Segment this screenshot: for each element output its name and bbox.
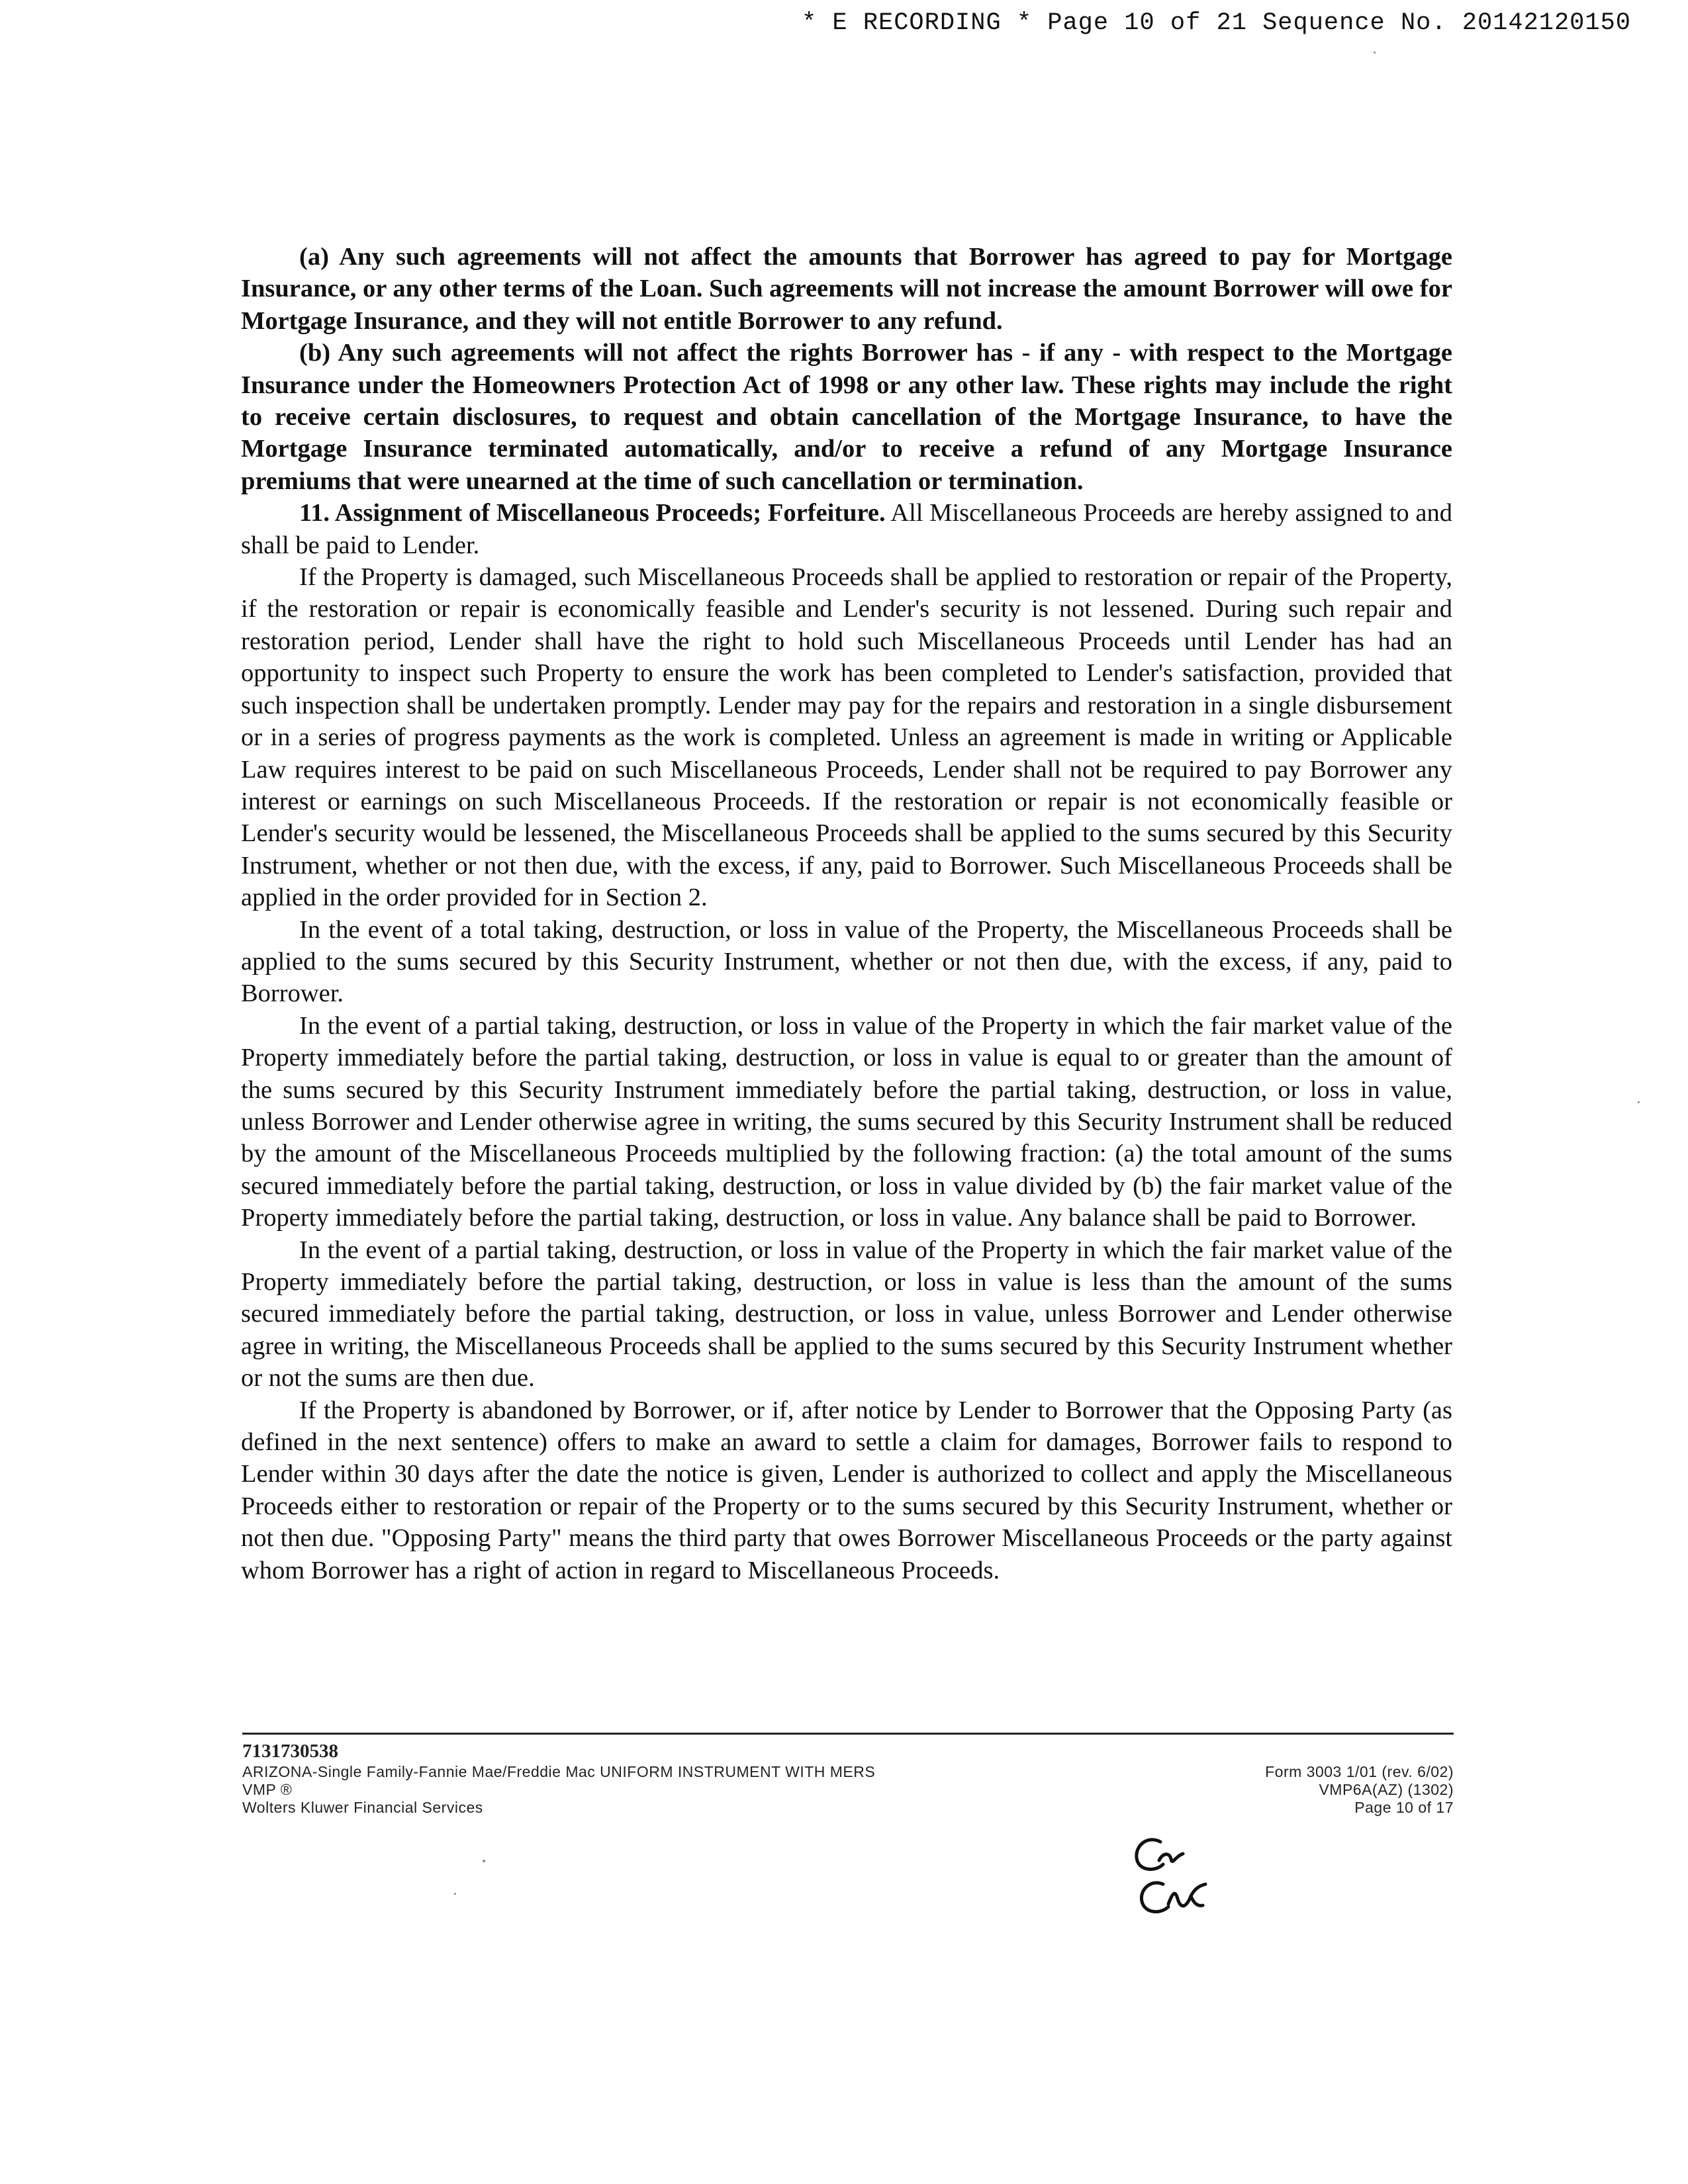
scan-speck — [483, 1860, 485, 1862]
scan-speck — [1638, 1101, 1640, 1103]
scan-speck — [454, 1893, 456, 1895]
publisher: Wolters Kluwer Financial Services — [242, 1799, 483, 1816]
paragraph-partial-less: In the event of a partial taking, destruction, or loss in value of the Property in which the fair market value of the Property immediately before the partial taking, destruction, or loss in value is less than the amount of the sums secured immediately before the partial taking, destruction, or loss in value, unless Borrower and Lender otherwise agree in writing, the Miscellaneous Proceeds shall be applied to the sums secured by this Security Instrument whether or not the sums are then due. — [241, 1236, 1452, 1392]
document-body — [241, 241, 1452, 1586]
section-11 — [241, 497, 1452, 561]
footer-right — [1033, 1763, 1454, 1817]
initials-strokes — [1137, 1840, 1205, 1912]
paragraph-abandoned: If the Property is abandoned by Borrower, or if, after notice by Lender to Borrower that the Opposing Party (as defined in the next sentence) offers to make an award to settle a claim for damages, Borrower fails to respond to Lender within 30 days after the date the notice is given, Lender is authorized to collect and apply the Miscellaneous Proceeds either to restoration or repair of the Property or to the sums secured by this Security Instrument, whether or not then due. "Opposing Party" means the third party that owes Borrower Miscellaneous Proceeds or the party against whom Borrower has a right of action in regard to Miscellaneous Proceeds. — [241, 1396, 1452, 1584]
section-11-heading: 11. Assignment of Miscellaneous Proceeds; Forfeiture. — [299, 499, 886, 527]
footer-divider — [242, 1733, 1454, 1735]
form-title: ARIZONA-Single Family-Fannie Mae/Freddie Mac UNIFORM INSTRUMENT WITH MERS — [242, 1763, 876, 1780]
form-number: Form 3003 1/01 (rev. 6/02) — [1265, 1763, 1454, 1780]
scan-speck — [1374, 52, 1376, 54]
paragraph-b: (b) Any such agreements will not affect the rights Borrower has - if any - with respect to the Mortgage Insurance under the Homeowners Protection Act of 1998 or any other law. These rights may include the right to receive certain disclosures, to request and obtain cancellation of the Mortgage Insurance, to have the Mortgage Insurance terminated automatically, and/or to receive a refund of any Mortgage Insurance premiums that were unearned at the time of such cancellation or termination. — [241, 339, 1452, 495]
paragraph-damaged: If the Property is damaged, such Miscellaneous Proceeds shall be applied to restoration or repair of the Property, if the restoration or repair is economically feasible and Lender's security is not lessened. During such repair and restoration period, Lender shall have the right to hold such Miscellaneous Proceeds until Lender has had an opportunity to inspect such Property to ensure the work has been completed to Lender's satisfaction, provided that such inspection shall be undertaken promptly. Lender may pay for the repairs and restoration in a single disbursement or in a series of progress payments as the work is completed. Unless an agreement is made in writing or Applicable Law requires interest to be paid on such Miscellaneous Proceeds, Lender shall not be required to pay Borrower any interest or earnings on such Miscellaneous Proceeds. If the restoration or repair is not economically feasible or Lender's security would be lessened, the Miscellaneous Proceeds shall be applied to the sums secured by this Security Instrument, whether or not then due, with the excess, if any, paid to Borrower. Such Miscellaneous Proceeds shall be applied in the order provided for in Section 2. — [241, 563, 1452, 912]
recording-stamp: * E RECORDING * Page 10 of 21 Sequence No. 20142120150 — [802, 9, 1631, 37]
loan-number: 7131730538 — [242, 1741, 338, 1762]
paragraph-a: (a) Any such agreements will not affect the amounts that Borrower has agreed to pay for Mortgage Insurance, or any other terms of the Loan. Such agreements will not increase the amount Borrower will owe for Mortgage Insurance, and they will not entitle Borrower to any refund. — [241, 243, 1452, 335]
page-of: Page 10 of 17 — [1354, 1799, 1454, 1816]
paragraph-total-taking: In the event of a total taking, destruction, or loss in value of the Property, the Miscellaneous Proceeds shall be applied to the sums secured by this Security Instrument, whether or not then due, with the excess, if any, paid to Borrower. — [241, 915, 1452, 1008]
footer-left — [242, 1739, 1037, 1817]
vmp-mark: VMP ® — [242, 1781, 293, 1798]
paragraph-partial-greater: In the event of a partial taking, destruction, or loss in value of the Property in which the fair market value of the Property immediately before the partial taking, destruction, or loss in value is equal to or greater than the amount of the sums secured by this Security Instrument immediately before the partial taking, destruction, or loss in value, unless Borrower and Lender otherwise agree in writing, the sums secured by this Security Instrument shall be reduced by the amount of the Miscellaneous Proceeds multiplied by the following fraction: (a) the total amount of the sums secured immediately before the partial taking, destruction, or loss in value divided by (b) the fair market value of the Property immediately before the partial taking, destruction, or loss in value. Any balance shall be paid to Borrower. — [241, 1011, 1452, 1232]
form-code: VMP6A(AZ) (1302) — [1319, 1781, 1454, 1798]
handwritten-initials — [1122, 1830, 1228, 1929]
section-11-lead: All Miscellaneous Proceeds are hereby assigned to and shall be paid to Lender. — [241, 499, 1452, 559]
